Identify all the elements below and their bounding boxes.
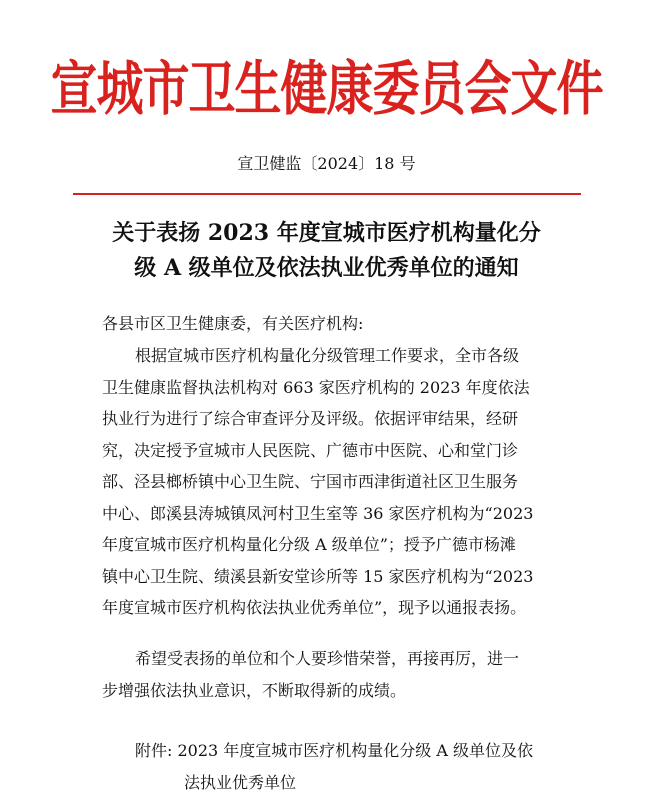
attachment-line-1: 附件: 2023 年度宣城市医疗机构量化分级 A 级单位及依 — [135, 741, 534, 760]
paragraph-1-line: 根据宣城市医疗机构量化分级管理工作要求，全市各级 — [135, 346, 520, 365]
addressee: 各县市区卫生健康委，有关医疗机构: — [102, 314, 364, 333]
attachment-note — [135, 735, 533, 799]
paragraph-1-line: 年度宣城市医疗机构依法执业优秀单位”，现予以通报表扬。 — [102, 598, 527, 617]
notice-title-line-1: 关于表扬 2023 年度宣城市医疗机构量化分 — [112, 220, 541, 246]
paragraph-1-line: 究，决定授予宣城市人民医院、广德市中医院、心和堂门诊 — [102, 440, 519, 460]
paragraph-1 — [102, 340, 582, 624]
attachment-line-2: 法执业优秀单位 — [184, 773, 297, 792]
notice-title — [60, 216, 593, 286]
paragraph-1-line: 执业行为进行了综合审查评分及评级。依据评审结果，经研 — [102, 409, 519, 428]
document-number: 宣卫健监〔2024〕18 号 — [237, 154, 416, 173]
paragraph-1-line: 镇中心卫生院、绩溪县新安堂诊所等 15 家医疗机构为“2023 — [102, 566, 534, 586]
paragraph-1-line: 卫生健康监督执法机构对 663 家医疗机构的 2023 年度依法 — [102, 377, 530, 397]
red-header-title: 宣城市卫生健康委员会文件 — [50, 55, 603, 124]
paragraph-1-line: 中心、郎溪县涛城镇凤河村卫生室等 36 家医疗机构为“2023 — [102, 503, 534, 523]
paragraph-2 — [102, 643, 582, 706]
paragraph-2-line: 步增强依法执业意识，不断取得新的成绩。 — [102, 680, 407, 700]
paragraph-1-line: 年度宣城市医疗机构量化分级 A 级单位”；授予广德市杨滩 — [102, 535, 516, 554]
notice-title-line-2: 级 A 级单位及依法执业优秀单位的通知 — [134, 255, 519, 281]
red-divider-line — [73, 193, 581, 195]
paragraph-1-line: 部、泾县榔桥镇中心卫生院、宁国市西津街道社区卫生服务 — [102, 472, 519, 491]
paragraph-2-line: 希望受表扬的单位和个人要珍惜荣誉，再接再厉，进一 — [135, 649, 520, 668]
